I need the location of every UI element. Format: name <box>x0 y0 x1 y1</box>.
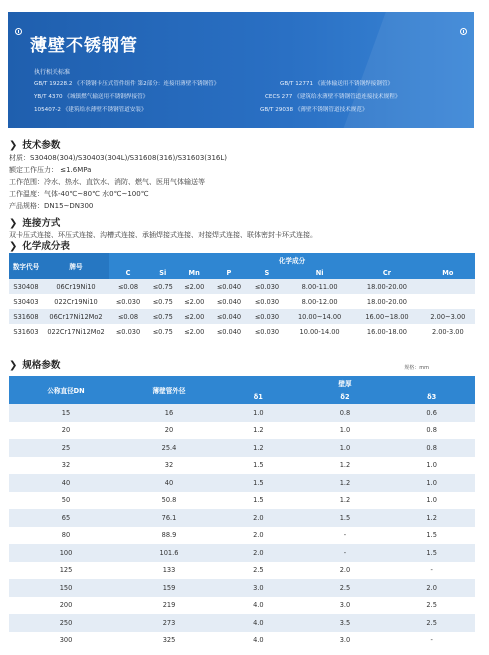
table-cell: ≤2.00 <box>178 294 209 309</box>
table-cell: 150 <box>9 579 123 597</box>
tech-line: 材质：S30408(304)/S30403(304L)/S31608(316)/S31603(316L) <box>9 154 228 162</box>
table-cell: 3.0 <box>302 632 389 650</box>
table-cell: 2.5 <box>302 579 389 597</box>
table-cell: 219 <box>123 597 215 615</box>
page-title: 薄壁不锈钢管 <box>30 36 138 56</box>
chevron-right-icon: ❯ <box>9 360 18 371</box>
table-cell: 40 <box>123 474 215 492</box>
table-row <box>9 509 475 527</box>
table-cell: 2.0 <box>388 579 475 597</box>
element-header: Ni <box>286 266 353 279</box>
tech-heading: ❯ 技术参数 <box>9 140 61 151</box>
table-cell: 0.6 <box>388 404 475 422</box>
table-cell: 1.2 <box>302 474 389 492</box>
table-cell: 1.2 <box>302 492 389 510</box>
wall-header: δ2 <box>302 390 389 404</box>
table-cell: 20 <box>9 422 123 440</box>
table-cell: 1.0 <box>302 439 389 457</box>
table-cell: 2.00~3.00 <box>421 309 475 324</box>
table-cell: 2.00-3.00 <box>421 324 475 339</box>
table-cell: - <box>302 544 389 562</box>
table-row <box>9 562 475 580</box>
table-row <box>9 474 475 492</box>
table-row <box>9 527 475 545</box>
element-header: S <box>248 266 286 279</box>
table-cell: S31608 <box>9 309 43 324</box>
table-cell: 15 <box>9 404 123 422</box>
chevron-right-icon: ❯ <box>9 140 18 151</box>
table-row <box>9 492 475 510</box>
standard-item: YB/T 4370 《城镇燃气输送用不锈钢焊接管》 <box>34 94 149 100</box>
table-cell <box>421 294 475 309</box>
table-cell: 3.0 <box>215 579 302 597</box>
table-cell: 4.0 <box>215 614 302 632</box>
table-cell: 300 <box>9 632 123 650</box>
table-cell: ≤2.00 <box>178 279 209 294</box>
table-cell: 1.0 <box>302 422 389 440</box>
table-cell: 1.0 <box>388 457 475 475</box>
table-row <box>9 597 475 615</box>
table-cell: 273 <box>123 614 215 632</box>
col-header: 数字代号 <box>9 253 43 279</box>
chem-table <box>9 253 475 339</box>
wall-header: δ3 <box>388 390 475 404</box>
corner-mark-icon <box>15 28 22 35</box>
table-cell: 2.0 <box>215 527 302 545</box>
table-cell: 133 <box>123 562 215 580</box>
table-cell: 32 <box>9 457 123 475</box>
table-cell: 3.5 <box>302 614 389 632</box>
table-cell: 16.00-18.00 <box>353 324 420 339</box>
element-header: Mo <box>421 266 475 279</box>
standards-label: 执行相关标准 <box>34 69 71 76</box>
table-cell: 1.5 <box>215 474 302 492</box>
standard-item: 105407-2 《建筑给水薄壁不锈钢管道安装》 <box>34 107 147 113</box>
tech-line: 额定工作压力： ≤1.6MPa <box>9 166 92 174</box>
table-cell <box>421 279 475 294</box>
table-cell: 2.0 <box>215 544 302 562</box>
table-cell: 4.0 <box>215 597 302 615</box>
table-cell: 76.1 <box>123 509 215 527</box>
chevron-right-icon: ❯ <box>9 241 18 252</box>
table-cell: ≤0.030 <box>248 324 286 339</box>
table-cell: 16.00~18.00 <box>353 309 420 324</box>
table-cell: 50 <box>9 492 123 510</box>
table-row <box>9 614 475 632</box>
table-cell: 1.5 <box>215 457 302 475</box>
table-row <box>9 404 475 422</box>
standard-item: GB/T 19228.2 《不锈钢卡压式管件组件 第2部分：连接用薄壁不锈钢管》 <box>34 81 220 87</box>
table-row <box>9 422 475 440</box>
table-cell: ≤0.030 <box>109 324 147 339</box>
corner-mark-icon <box>460 28 467 35</box>
table-row <box>9 309 475 324</box>
table-cell: 8.00-11.00 <box>286 279 353 294</box>
table-cell: 18.00-20.00 <box>353 294 420 309</box>
table-cell: 2.5 <box>388 614 475 632</box>
table-cell: 25.4 <box>123 439 215 457</box>
standard-item: CECS 277 《建筑给水薄壁不锈钢管道连接技术规程》 <box>265 94 401 100</box>
table-cell: S31603 <box>9 324 43 339</box>
col-group-header: 化学成分 <box>109 253 475 266</box>
table-cell: 1.5 <box>302 509 389 527</box>
table-cell: 88.9 <box>123 527 215 545</box>
spec-table <box>9 376 475 649</box>
table-cell: 2.0 <box>215 509 302 527</box>
chem-heading: ❯ 化学成分表 <box>9 241 70 252</box>
standard-item: GB/T 12771 《流体输送用不锈钢焊接钢管》 <box>280 81 394 87</box>
table-cell: 1.2 <box>215 422 302 440</box>
table-cell: 022Cr19Ni10 <box>43 294 109 309</box>
element-header: Si <box>147 266 178 279</box>
table-cell: ≤0.75 <box>147 294 178 309</box>
tech-line: 工作范围：冷水、热水、直饮水、消防、燃气、医用气体输送等 <box>9 178 205 186</box>
table-cell: 0.8 <box>302 404 389 422</box>
table-cell: 100 <box>9 544 123 562</box>
table-cell: ≤2.00 <box>178 309 209 324</box>
table-cell: ≤2.00 <box>178 324 209 339</box>
table-cell: 1.5 <box>388 544 475 562</box>
table-cell: 0.8 <box>388 422 475 440</box>
table-cell: ≤0.08 <box>109 309 147 324</box>
connect-heading: ❯ 连接方式 <box>9 218 61 229</box>
table-cell: ≤0.75 <box>147 324 178 339</box>
col-group-header: 壁厚 <box>215 376 475 390</box>
spec-heading: ❯ 规格参数 <box>9 360 61 371</box>
table-cell: 1.5 <box>388 527 475 545</box>
tech-line: 工作温度：气体-40℃~80℃ 水0℃~100℃ <box>9 190 149 198</box>
table-cell: 101.6 <box>123 544 215 562</box>
table-cell: 06Cr19Ni10 <box>43 279 109 294</box>
table-row <box>9 294 475 309</box>
table-cell: ≤0.030 <box>248 279 286 294</box>
table-cell: 18.00-20.00 <box>353 279 420 294</box>
table-cell: 2.5 <box>215 562 302 580</box>
table-cell: 0.8 <box>388 439 475 457</box>
table-cell: 40 <box>9 474 123 492</box>
standard-item: GB/T 29038 《薄壁不锈钢管道技术规范》 <box>260 107 368 113</box>
element-header: Mn <box>178 266 209 279</box>
table-cell: 8.00-12.00 <box>286 294 353 309</box>
table-cell: - <box>302 527 389 545</box>
table-cell: 1.2 <box>215 439 302 457</box>
table-row <box>9 457 475 475</box>
table-cell: 50.8 <box>123 492 215 510</box>
connect-text: 双卡压式连接、环压式连接、沟槽式连接、承插焊接式连接、对接焊式连接、联体密封卡环式连接。 <box>9 231 317 239</box>
table-cell: 1.2 <box>302 457 389 475</box>
table-cell: 3.0 <box>302 597 389 615</box>
table-cell: 20 <box>123 422 215 440</box>
table-cell: 250 <box>9 614 123 632</box>
table-cell: 2.0 <box>302 562 389 580</box>
table-cell: 1.2 <box>388 509 475 527</box>
header-banner <box>8 12 474 128</box>
table-cell: 159 <box>123 579 215 597</box>
col-header: 牌号 <box>43 253 109 279</box>
table-row <box>9 579 475 597</box>
table-cell: 325 <box>123 632 215 650</box>
table-cell: 1.0 <box>215 404 302 422</box>
table-cell: - <box>388 562 475 580</box>
table-cell: 32 <box>123 457 215 475</box>
table-cell: ≤0.040 <box>210 309 248 324</box>
table-row <box>9 632 475 650</box>
table-row <box>9 324 475 339</box>
table-cell: - <box>388 632 475 650</box>
chevron-right-icon: ❯ <box>9 218 18 229</box>
table-cell: ≤0.75 <box>147 279 178 294</box>
table-cell: 1.0 <box>388 492 475 510</box>
table-cell: 125 <box>9 562 123 580</box>
table-cell: ≤0.75 <box>147 309 178 324</box>
table-cell: ≤0.040 <box>210 279 248 294</box>
element-header: Cr <box>353 266 420 279</box>
table-cell: S30408 <box>9 279 43 294</box>
table-row <box>9 544 475 562</box>
table-cell: 06Cr17Ni12Mo2 <box>43 309 109 324</box>
table-cell: S30403 <box>9 294 43 309</box>
table-row <box>9 279 475 294</box>
element-header: P <box>210 266 248 279</box>
table-cell: 022Cr17Ni12Mo2 <box>43 324 109 339</box>
table-cell: 4.0 <box>215 632 302 650</box>
table-cell: ≤0.030 <box>248 294 286 309</box>
table-cell: ≤0.040 <box>210 324 248 339</box>
element-header: C <box>109 266 147 279</box>
table-cell: ≤0.030 <box>248 309 286 324</box>
col-header: 公称直径DN <box>9 376 123 404</box>
tech-line: 产品规格：DN15~DN300 <box>9 202 94 210</box>
table-cell: 80 <box>9 527 123 545</box>
wall-header: δ1 <box>215 390 302 404</box>
table-cell: 200 <box>9 597 123 615</box>
table-cell: 10.00~14.00 <box>286 309 353 324</box>
table-cell: 1.5 <box>215 492 302 510</box>
table-cell: ≤0.040 <box>210 294 248 309</box>
table-cell: ≤0.08 <box>109 279 147 294</box>
table-cell: 16 <box>123 404 215 422</box>
table-cell: 2.5 <box>388 597 475 615</box>
col-header: 薄壁管外径 <box>123 376 215 404</box>
table-row <box>9 439 475 457</box>
table-cell: 25 <box>9 439 123 457</box>
table-cell: ≤0.030 <box>109 294 147 309</box>
table-cell: 1.0 <box>388 474 475 492</box>
unit-label: 规格：mm <box>404 365 429 371</box>
table-cell: 10.00-14.00 <box>286 324 353 339</box>
table-cell: 65 <box>9 509 123 527</box>
